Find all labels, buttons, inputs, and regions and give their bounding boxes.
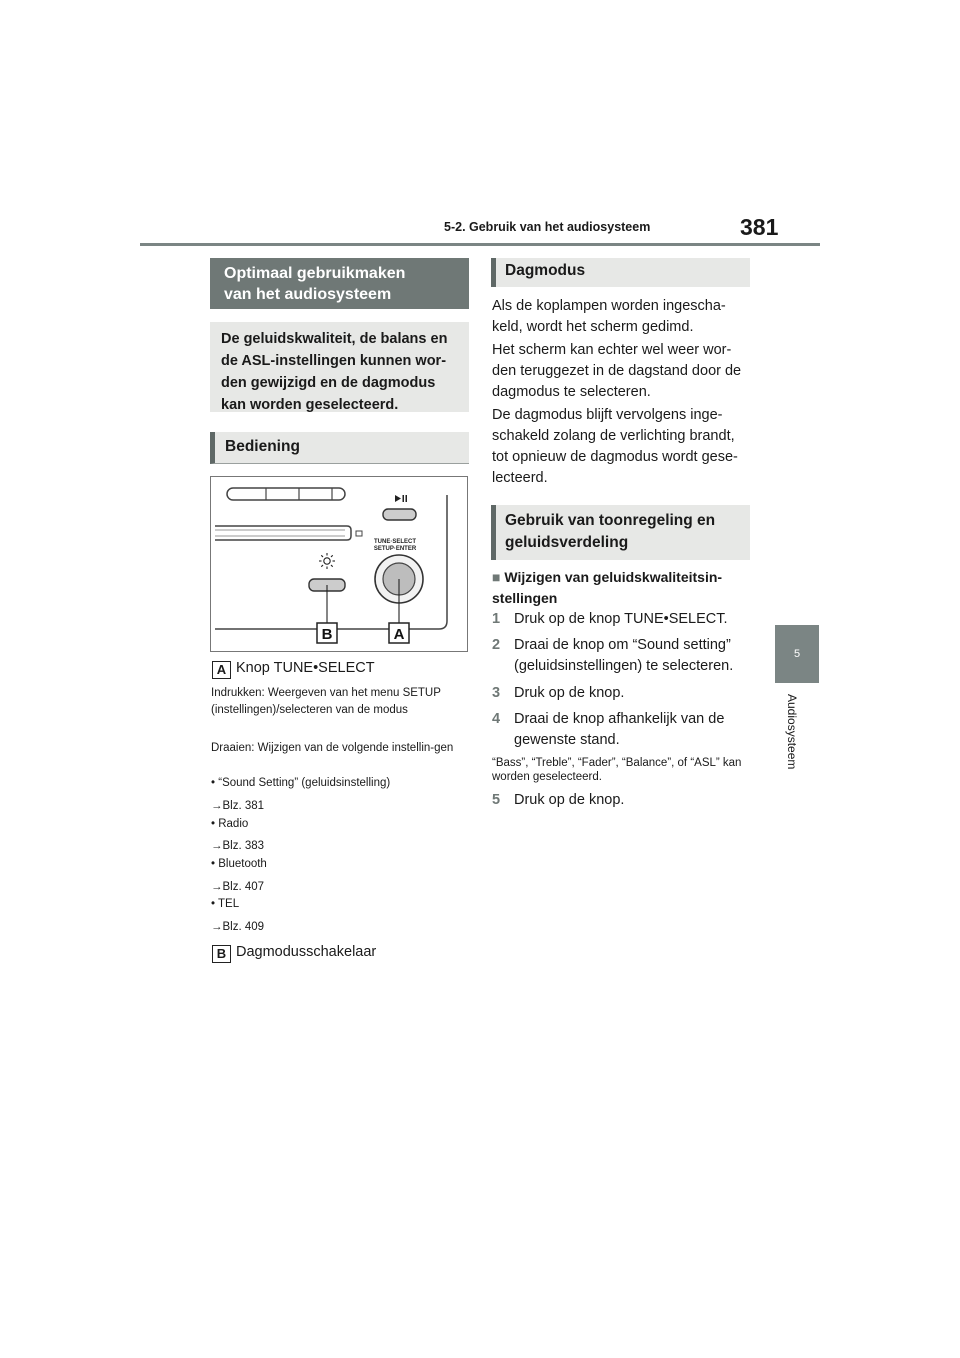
daymode-heading: Dagmodus bbox=[491, 258, 750, 287]
panel-drawing bbox=[211, 477, 467, 651]
badge-b: B bbox=[212, 945, 231, 963]
list-item: • Bluetooth bbox=[211, 858, 267, 870]
daymode-paragraph-2: Het scherm kan echter wel weer wor-den teruggezet in de dagstand door de dagmodus te selecteren. bbox=[492, 342, 742, 400]
header-rule bbox=[140, 243, 820, 246]
page-ref: →Blz. 381 bbox=[211, 800, 265, 812]
turn-text: Draaien: Wijzigen van de volgende instellin-gen bbox=[211, 742, 454, 754]
callout-b: B bbox=[321, 626, 333, 643]
item-a-title: Knop TUNE•SELECT bbox=[236, 660, 375, 676]
callout-a: A bbox=[393, 626, 405, 643]
page-ref: →Blz. 407 bbox=[211, 881, 265, 893]
step-2: 2 Draai de knop om “Sound setting” (geluidsinstellingen) te selecteren. bbox=[492, 637, 734, 674]
step-5: 5 Druk op de knop. bbox=[492, 792, 625, 808]
control-panel-figure bbox=[210, 476, 468, 652]
page-ref: →Blz. 383 bbox=[211, 840, 265, 852]
list-item: • “Sound Setting” (geluidsinstelling) bbox=[211, 777, 391, 789]
page-number: 381 bbox=[740, 214, 779, 240]
chapter-tab[interactable]: 5 bbox=[775, 625, 819, 683]
note: “Bass”, “Treble”, “Fader”, “Balance”, of “ASL” kan worden geselecteerd. bbox=[492, 757, 742, 783]
step-4: 4 Draai de knop afhankelijk van de gewenste stand. bbox=[492, 711, 725, 748]
list-item: • Radio bbox=[211, 818, 249, 830]
operation-heading: Bediening bbox=[210, 432, 469, 464]
daymode-paragraph-3: De dagmodus blijft vervolgens inge-schakeld zolang de verlichting brandt, tot opnieuw de dagmodus wordt gese-lecteerd. bbox=[492, 407, 738, 486]
press-text: Indrukken: Weergeven van het menu SETUP (instellingen)/selecteren van de modus bbox=[211, 687, 441, 716]
step-1: 1 Druk op de knop TUNE•SELECT. bbox=[492, 611, 728, 627]
list-item: • TEL bbox=[211, 898, 240, 910]
daymode-paragraph-1: Als de koplampen worden ingescha-keld, wordt het scherm gedimd. bbox=[492, 298, 726, 335]
item-b-title: Dagmodusschakelaar bbox=[236, 944, 377, 960]
badge-a: A bbox=[212, 661, 231, 679]
svg-text:TUNE·SELECT: TUNE·SELECT bbox=[374, 539, 416, 545]
chapter-label: Audiosysteem bbox=[785, 694, 799, 770]
svg-text:SETUP·ENTER: SETUP·ENTER bbox=[373, 546, 417, 552]
item-b bbox=[212, 942, 472, 963]
tone-heading: Gebruik van toonregeling en geluidsverdeling bbox=[491, 505, 750, 560]
step-3: 3 Druk op de knop. bbox=[492, 685, 625, 701]
page-ref: →Blz. 409 bbox=[211, 921, 265, 933]
section-heading: Optimaal gebruikmaken van het audiosysteem bbox=[210, 258, 469, 309]
sub-heading: ■ Wijzigen van geluidskwaliteitsin-stellingen bbox=[492, 569, 723, 606]
section-title: 5-2. Gebruik van het audiosysteem bbox=[444, 220, 651, 234]
item-a bbox=[212, 658, 472, 679]
intro-box: De geluidskwaliteit, de balans en de ASL-instellingen kunnen wor-den gewijzigd en de dagmodus kan worden geselecteerd. bbox=[210, 322, 469, 412]
